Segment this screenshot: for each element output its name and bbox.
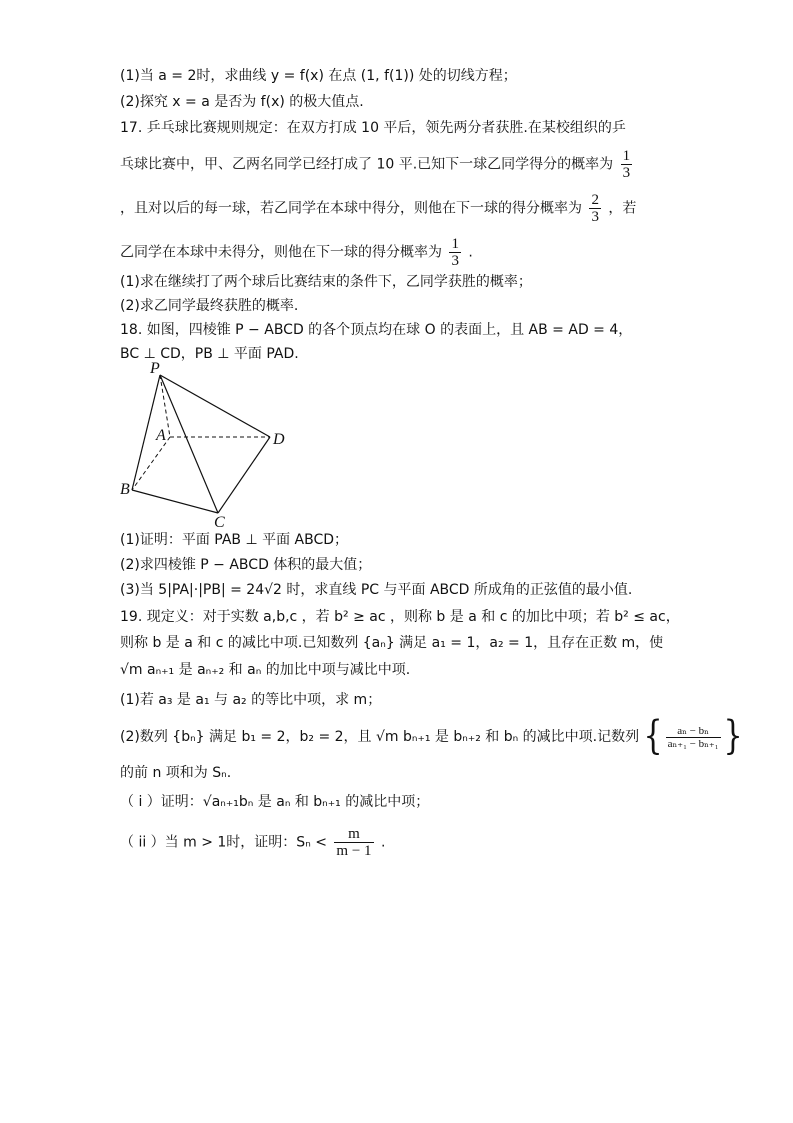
q17-line4-tail: .: [468, 244, 473, 261]
vertex-label-D: D: [273, 431, 285, 448]
vertex-label-B: B: [120, 481, 130, 498]
fraction-numerator: 2: [591, 192, 599, 208]
q16-part2: (2)探究 x = a 是否为 f(x) 的极大值点.: [120, 94, 364, 110]
right-brace: }: [723, 713, 743, 760]
q19-part2-tail: 的前 n 项和为 Sₙ.: [120, 765, 232, 781]
vertex-label-A: A: [156, 427, 166, 444]
q17-line1: 17. 乒乓球比赛规则规定：在双方打成 10 平后，领先两分者获胜.在某校组织的乒: [120, 120, 626, 136]
edge-PC: [160, 375, 218, 513]
q16-part1: (1)当 a = 2时，求曲线 y = f(x) 在点 (1, f(1)) 处的切线方程；: [120, 68, 517, 84]
edge-AB-hidden: [132, 437, 170, 490]
q19-sub-ii: [120, 826, 385, 859]
q19-sub-i: （ i ）证明：√aₙ₊₁bₙ 是 aₙ 和 bₙ₊₁ 的减比中项；: [120, 794, 430, 810]
q19-part2-text: (2)数列 {bₙ} 满足 b₁ = 2，b₂ = 2，且 √m bₙ₊₁ 是 bₙ₊₂ 和 bₙ 的减比中项.记数列: [120, 729, 640, 745]
q17-part2: (2)求乙同学最终获胜的概率.: [120, 298, 299, 314]
q18-part1: (1)证明：平面 PAB ⊥ 平面 ABCD；: [120, 532, 349, 548]
edge-CD: [218, 437, 270, 513]
q17-part1: (1)求在继续打了两个球后比赛结束的条件下，乙同学获胜的概率；: [120, 274, 532, 290]
q19-part2: [120, 713, 743, 760]
q19-sub-ii-tail: .: [381, 834, 386, 851]
q17-line3: [120, 192, 636, 225]
fraction-m-over-m-minus-1: [334, 826, 373, 859]
q18-part2: (2)求四棱锥 P − ABCD 体积的最大值；: [120, 557, 372, 573]
pyramid-figure: [110, 360, 300, 530]
q17-line4: [120, 236, 473, 269]
fraction-one-third: [621, 148, 633, 181]
q17-line3-text: ，且对以后的每一球，若乙同学在本球中得分，则他在下一球的得分概率为: [120, 200, 582, 217]
fraction-numerator: aₙ − bₙ: [666, 725, 721, 738]
edge-PD: [160, 375, 270, 437]
fraction-denominator: 3: [622, 165, 631, 181]
q17-line2-text: 乓球比赛中，甲、乙两名同学已经打成了 10 平.已知下一球乙同学得分的概率为: [120, 156, 614, 173]
vertex-label-P: P: [150, 360, 160, 377]
left-brace: {: [643, 713, 663, 760]
fraction-one-third: [449, 236, 461, 269]
vertex-label-C: C: [214, 514, 225, 530]
q19-line2: 则称 b 是 a 和 c 的减比中项.已知数列 {aₙ} 满足 a₁ = 1，a₂ = 1，且存在正数 m，使: [120, 635, 664, 651]
edge-BC: [132, 490, 218, 513]
fraction-denominator: 3: [591, 209, 599, 225]
fraction-numerator: 1: [622, 148, 631, 164]
fraction-numerator: 1: [451, 236, 459, 252]
q17-line2: [120, 148, 635, 181]
q19-line3: √m aₙ₊₁ 是 aₙ₊₂ 和 aₙ 的加比中项与减比中项.: [120, 662, 411, 678]
q19-line1: 19. 现定义：对于实数 a,b,c ，若 b² ≥ ac ，则称 b 是 a 和 c 的加比中项；若 b² ≤ ac，: [120, 609, 680, 625]
q19-sub-ii-text: （ ii ）当 m > 1时，证明：Sₙ <: [120, 834, 327, 851]
q18-line1: 18. 如图，四棱锥 P − ABCD 的各个顶点均在球 O 的表面上，且 AB = AD = 4，: [120, 322, 633, 338]
fraction-denominator: m − 1: [336, 843, 372, 859]
fraction-denominator: aₙ₊₁ − bₙ₊₁: [667, 737, 719, 750]
fraction-two-thirds: [589, 192, 601, 225]
q18-part3: (3)当 5|PA|·|PB| = 24√2 时，求直线 PC 与平面 ABCD 所成角的正弦值的最小值.: [120, 582, 633, 598]
q17-line4-text: 乙同学在本球中未得分，则他在下一球的得分概率为: [120, 244, 442, 261]
fraction-numerator: m: [334, 826, 373, 843]
q18-line2: BC ⊥ CD，PB ⊥ 平面 PAD.: [120, 346, 299, 362]
q19-part1: (1)若 a₃ 是 a₁ 与 a₂ 的等比中项，求 m；: [120, 692, 382, 708]
fraction-sequence-term: [666, 725, 721, 750]
q17-line3-tail: ，若: [608, 200, 637, 217]
fraction-denominator: 3: [451, 253, 459, 269]
